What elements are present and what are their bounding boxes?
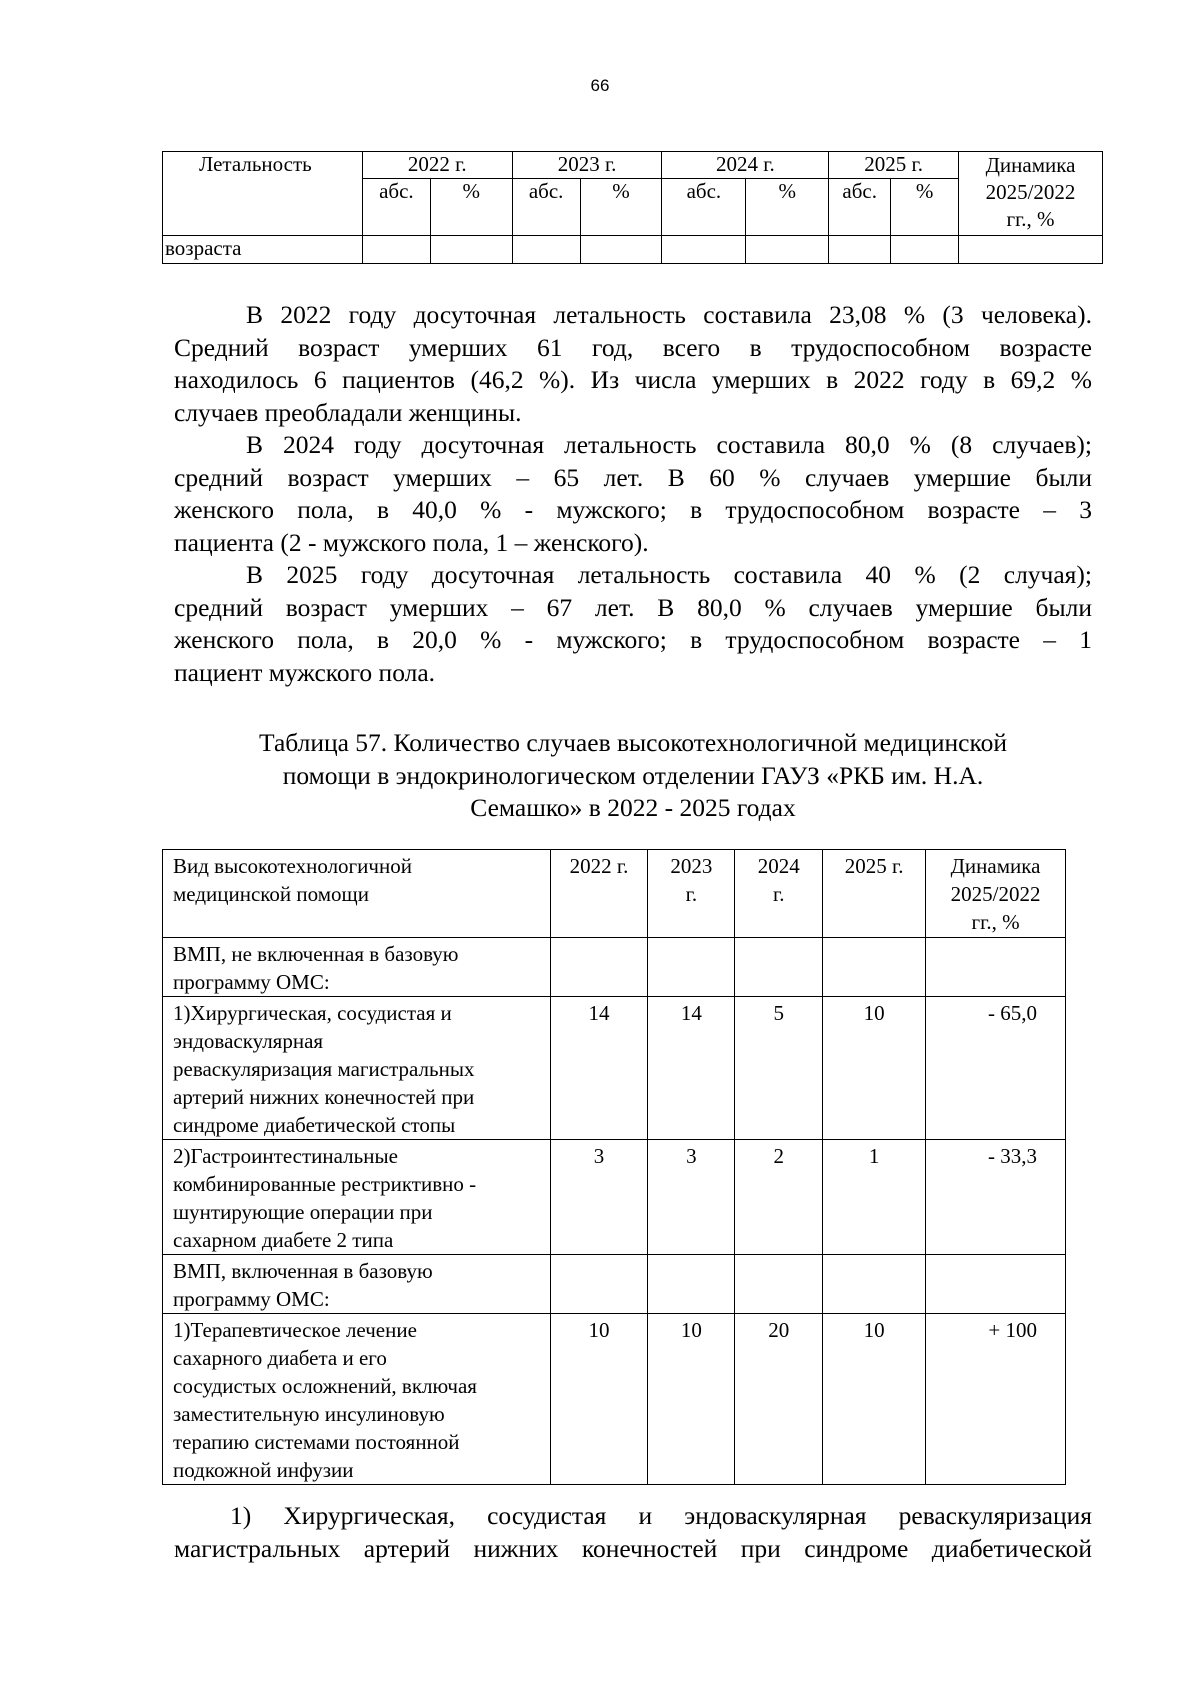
table-row xyxy=(163,1314,1066,1485)
label-line: программу ОМС: xyxy=(173,970,330,994)
text-line: находилось 6 пациентов (46,2 %). Из числа умерших в 2022 году в 69,2 % xyxy=(174,365,1092,394)
table-cell xyxy=(735,1255,823,1314)
text-line: В 2024 году досуточная летальность составила 80,0 % (8 случаев); xyxy=(246,430,1092,459)
table-cell xyxy=(648,938,735,997)
label-line: терапию системами постоянной xyxy=(173,1430,460,1454)
table-cell: 5 xyxy=(735,997,823,1140)
row-label xyxy=(163,1140,551,1255)
label-line: комбинированные рестриктивно - xyxy=(173,1172,477,1196)
table-cell xyxy=(662,236,746,264)
header-mortality: Летальность xyxy=(163,152,363,236)
row-label: возраста xyxy=(163,236,363,264)
header-line: 2024 xyxy=(757,854,800,878)
text-line: В 2022 году досуточная летальность составила 23,08 % (3 человека). xyxy=(246,300,1092,329)
label-line: ВМП, не включенная в базовую xyxy=(173,942,459,966)
table-cell xyxy=(959,236,1103,264)
table-cell xyxy=(926,938,1066,997)
table-cell xyxy=(512,236,580,264)
table-cell: 2 xyxy=(735,1140,823,1255)
paragraph-2022 xyxy=(174,299,1092,429)
table-cell xyxy=(891,236,959,264)
table-row xyxy=(163,997,1066,1140)
table-cell: 10 xyxy=(823,1314,926,1485)
table-cell xyxy=(829,236,891,264)
header-2025 xyxy=(823,850,926,938)
table-cell xyxy=(648,1255,735,1314)
header-line: 2022 г. xyxy=(569,854,629,878)
table-cell xyxy=(746,236,829,264)
table-row xyxy=(163,1255,1066,1314)
header-line: медицинской помощи xyxy=(173,882,369,906)
table-row xyxy=(163,1140,1066,1255)
header-2024 xyxy=(735,850,823,938)
header-line: Вид высокотехнологичной xyxy=(173,854,412,878)
mortality-table xyxy=(162,151,1103,264)
text-line: пациент мужского пола. xyxy=(174,657,436,687)
sub-pct: % xyxy=(891,179,959,236)
sub-pct: % xyxy=(746,179,829,236)
table-cell xyxy=(823,938,926,997)
header-year-2024: 2024 г. xyxy=(662,152,829,179)
header-care-type xyxy=(163,850,551,938)
table-cell xyxy=(550,1255,648,1314)
row-label xyxy=(163,1255,551,1314)
text-line: магистральных артерий нижних конечностей при синдроме диабетической xyxy=(174,1533,1092,1563)
label-line: сахарном диабете 2 типа xyxy=(173,1228,394,1252)
text-line: случаев преобладали женщины. xyxy=(174,397,522,427)
sub-abs: абс. xyxy=(662,179,746,236)
label-line: синдроме диабетической стопы xyxy=(173,1113,456,1137)
label-line: шунтирующие операции при xyxy=(173,1200,433,1224)
header-year-2025: 2025 г. xyxy=(829,152,959,179)
label-line: подкожной инфузии xyxy=(173,1458,354,1482)
header-2022 xyxy=(550,850,648,938)
table-cell xyxy=(430,236,512,264)
row-label xyxy=(163,938,551,997)
table-cell: 20 xyxy=(735,1314,823,1485)
table-cell: 14 xyxy=(648,997,735,1140)
header-line: г. xyxy=(685,882,698,906)
label-line: 2)Гастроинтестинальные xyxy=(173,1144,398,1168)
paragraph-surgical xyxy=(174,1500,1092,1565)
label-line: сосудистых осложнений, включая xyxy=(173,1374,477,1398)
table-cell xyxy=(823,1255,926,1314)
header-line: г. xyxy=(773,882,785,906)
label-line: 1)Хирургическая, сосудистая и xyxy=(173,1001,452,1025)
text-line: женского пола, в 40,0 % - мужского; в трудоспособном возрасте – 3 xyxy=(174,495,1092,524)
hightech-care-table xyxy=(162,849,1066,1485)
sub-pct: % xyxy=(430,179,512,236)
caption-line: Семашко» в 2022 - 2025 годах xyxy=(470,793,796,822)
table-row xyxy=(163,938,1066,997)
label-line: эндоваскулярная xyxy=(173,1029,324,1053)
header-year-2023: 2023 г. xyxy=(512,152,662,179)
caption-line: Таблица 57. Количество случаев высокотехнологичной медицинской xyxy=(259,728,1007,757)
label-line: артерий нижних конечностей при xyxy=(173,1085,475,1109)
table-cell: 10 xyxy=(823,997,926,1140)
table-cell: 10 xyxy=(550,1314,648,1485)
row-label xyxy=(163,1314,551,1485)
text-line: средний возраст умерших – 65 лет. В 60 % случаев умершие были xyxy=(174,462,1092,492)
sub-abs: абс. xyxy=(362,179,430,236)
header-dynamics xyxy=(926,850,1066,938)
table-cell: 10 xyxy=(648,1314,735,1485)
text-line: Средний возраст умерших 61 год, всего в трудоспособном возрасте xyxy=(174,332,1092,362)
table-cell: 1 xyxy=(823,1140,926,1255)
header-dynamics-line: Динамика xyxy=(985,153,1076,177)
header-dynamics-line: гг., % xyxy=(1006,207,1055,231)
table-cell: 3 xyxy=(648,1140,735,1255)
caption-line: помощи в эндокринологическом отделении ГАУЗ «РКБ им. Н.А. xyxy=(282,760,984,790)
table-cell: - 33,3 xyxy=(926,1140,1066,1255)
header-line: 2023 xyxy=(670,854,713,878)
row-label xyxy=(163,997,551,1140)
table-cell: 14 xyxy=(550,997,648,1140)
label-line: 1)Терапевтическое лечение xyxy=(173,1318,417,1342)
header-line: Динамика xyxy=(950,854,1041,878)
label-line: заместительную инсулиновую xyxy=(173,1402,445,1426)
sub-pct: % xyxy=(580,179,662,236)
header-line: 2025/2022 xyxy=(950,882,1041,906)
header-line: 2025 г. xyxy=(844,854,904,878)
table-cell: - 65,0 xyxy=(926,997,1066,1140)
label-line: сахарного диабета и его xyxy=(173,1346,387,1370)
text-line: 1) Хирургическая, сосудистая и эндоваскулярная реваскуляризация xyxy=(230,1501,1092,1530)
table-cell xyxy=(926,1255,1066,1314)
label-line: программу ОМС: xyxy=(173,1287,330,1311)
header-line: гг., % xyxy=(971,910,1020,934)
table-cell xyxy=(362,236,430,264)
header-2023 xyxy=(648,850,735,938)
text-line: пациента (2 - мужского пола, 1 – женского). xyxy=(174,527,649,557)
table-caption xyxy=(174,727,1092,825)
table-cell: + 100 xyxy=(926,1314,1066,1485)
sub-abs: абс. xyxy=(829,179,891,236)
text-line: средний возраст умерших – 67 лет. В 80,0 % случаев умершие были xyxy=(174,592,1092,622)
text-line: женского пола, в 20,0 % - мужского; в трудоспособном возрасте – 1 xyxy=(174,625,1092,654)
label-line: реваскуляризация магистральных xyxy=(173,1057,475,1081)
sub-abs: абс. xyxy=(512,179,580,236)
table-cell xyxy=(550,938,648,997)
header-year-2022: 2022 г. xyxy=(362,152,512,179)
paragraph-2025 xyxy=(174,559,1092,689)
label-line: ВМП, включенная в базовую xyxy=(173,1259,433,1283)
text-line: В 2025 году досуточная летальность составила 40 % (2 случая); xyxy=(246,560,1092,589)
paragraph-2024 xyxy=(174,429,1092,559)
page-number: 66 xyxy=(590,76,610,95)
header-dynamics xyxy=(959,152,1103,236)
table-cell xyxy=(735,938,823,997)
table-cell: 3 xyxy=(550,1140,648,1255)
header-dynamics-line: 2025/2022 xyxy=(985,180,1076,204)
table-cell xyxy=(580,236,662,264)
